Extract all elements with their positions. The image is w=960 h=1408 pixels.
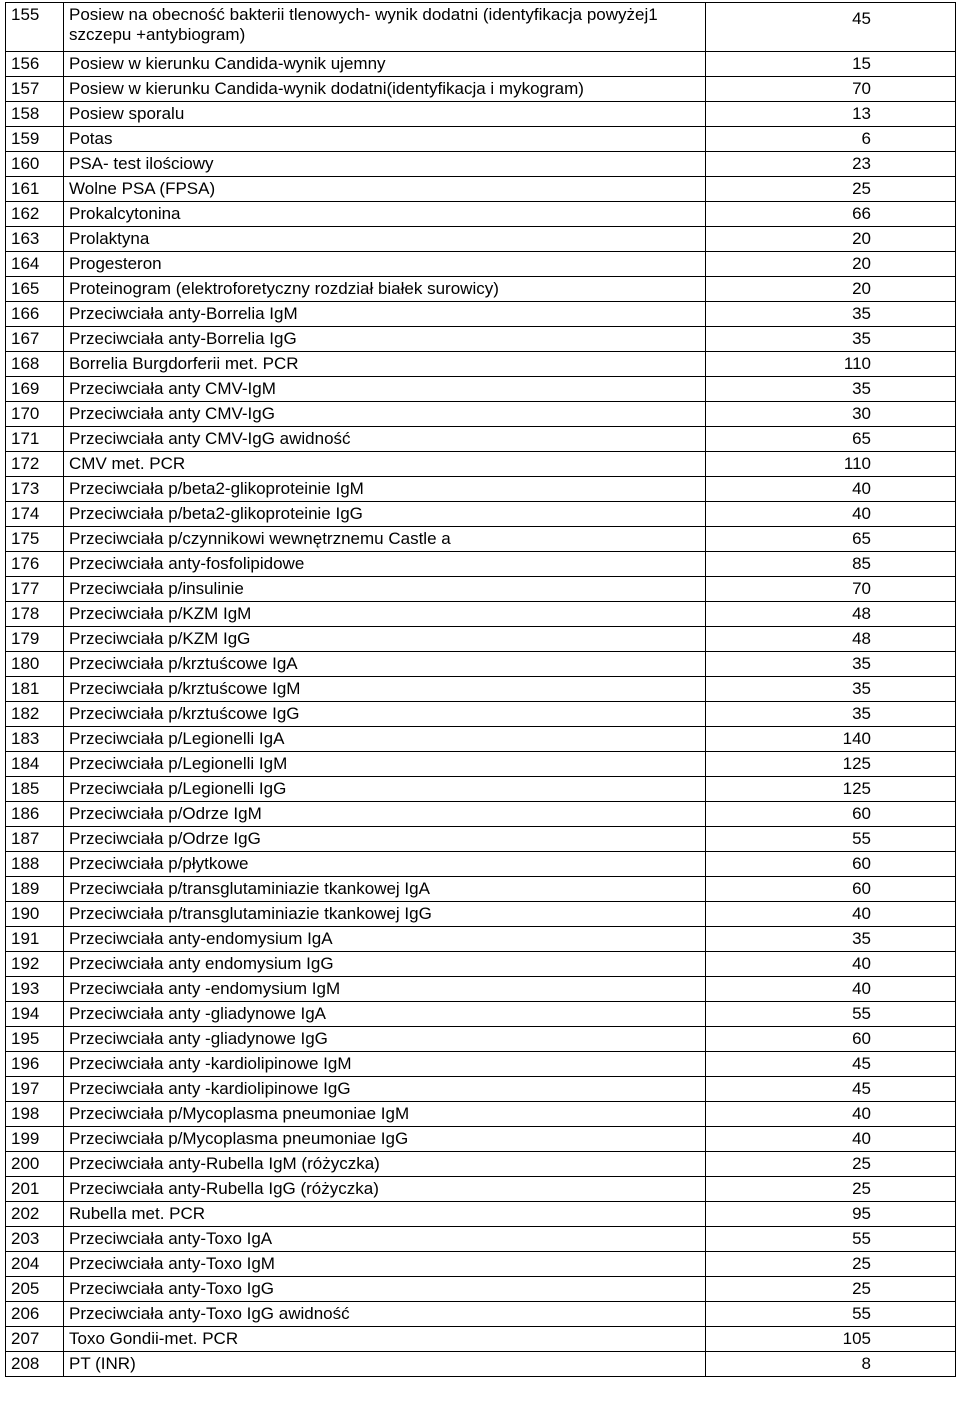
test-name: Przeciwciała anty-Toxo IgM bbox=[64, 1252, 706, 1277]
row-number: 184 bbox=[6, 752, 64, 777]
row-number: 170 bbox=[6, 402, 64, 427]
table-row bbox=[6, 1052, 956, 1077]
row-number: 166 bbox=[6, 302, 64, 327]
table-row bbox=[6, 702, 956, 727]
table-row bbox=[6, 1127, 956, 1152]
test-name: Przeciwciała anty-Rubella IgG (różyczka) bbox=[64, 1177, 706, 1202]
row-number: 164 bbox=[6, 252, 64, 277]
test-price: 110 bbox=[706, 352, 956, 377]
test-price: 25 bbox=[706, 1252, 956, 1277]
test-price: 125 bbox=[706, 752, 956, 777]
table-row bbox=[6, 427, 956, 452]
test-name: Przeciwciała anty-fosfolipidowe bbox=[64, 552, 706, 577]
test-name: Prolaktyna bbox=[64, 227, 706, 252]
table-row bbox=[6, 1002, 956, 1027]
table-row bbox=[6, 177, 956, 202]
table-row bbox=[6, 77, 956, 102]
test-name: Przeciwciała p/transglutaminiazie tkankowej IgG bbox=[64, 902, 706, 927]
row-number: 206 bbox=[6, 1302, 64, 1327]
test-price: 45 bbox=[706, 3, 956, 52]
test-price: 48 bbox=[706, 602, 956, 627]
table-row bbox=[6, 1077, 956, 1102]
test-price: 95 bbox=[706, 1202, 956, 1227]
test-price: 20 bbox=[706, 277, 956, 302]
test-name: Przeciwciała p/KZM IgM bbox=[64, 602, 706, 627]
test-price: 55 bbox=[706, 1002, 956, 1027]
test-name: Przeciwciała anty CMV-IgM bbox=[64, 377, 706, 402]
table-row bbox=[6, 1152, 956, 1177]
test-price: 60 bbox=[706, 852, 956, 877]
table-row bbox=[6, 877, 956, 902]
table-row bbox=[6, 652, 956, 677]
row-number: 167 bbox=[6, 327, 64, 352]
table-row bbox=[6, 902, 956, 927]
row-number: 198 bbox=[6, 1102, 64, 1127]
table-row bbox=[6, 302, 956, 327]
row-number: 208 bbox=[6, 1352, 64, 1377]
test-name: Toxo Gondii-met. PCR bbox=[64, 1327, 706, 1352]
test-name: Proteinogram (elektroforetyczny rozdział białek surowicy) bbox=[64, 277, 706, 302]
test-name: Wolne PSA (FPSA) bbox=[64, 177, 706, 202]
row-number: 171 bbox=[6, 427, 64, 452]
test-price: 45 bbox=[706, 1052, 956, 1077]
test-price: 70 bbox=[706, 77, 956, 102]
test-price: 6 bbox=[706, 127, 956, 152]
test-name: Przeciwciała anty-Rubella IgM (różyczka) bbox=[64, 1152, 706, 1177]
row-number: 187 bbox=[6, 827, 64, 852]
row-number: 158 bbox=[6, 102, 64, 127]
test-name: Przeciwciała p/krztuścowe IgG bbox=[64, 702, 706, 727]
table-row bbox=[6, 1202, 956, 1227]
test-name: Przeciwciała p/płytkowe bbox=[64, 852, 706, 877]
row-number: 182 bbox=[6, 702, 64, 727]
row-number: 179 bbox=[6, 627, 64, 652]
price-list-table bbox=[5, 2, 956, 1377]
test-price: 35 bbox=[706, 327, 956, 352]
test-name: Przeciwciała anty-Toxo IgG bbox=[64, 1277, 706, 1302]
row-number: 191 bbox=[6, 927, 64, 952]
test-name: Potas bbox=[64, 127, 706, 152]
test-price: 25 bbox=[706, 1277, 956, 1302]
test-name: Przeciwciała anty CMV-IgG bbox=[64, 402, 706, 427]
row-number: 180 bbox=[6, 652, 64, 677]
table-row bbox=[6, 402, 956, 427]
row-number: 172 bbox=[6, 452, 64, 477]
table-row bbox=[6, 852, 956, 877]
test-name: Przeciwciała anty-Toxo IgG awidność bbox=[64, 1302, 706, 1327]
test-name: Przeciwciała anty-endomysium IgA bbox=[64, 927, 706, 952]
row-number: 207 bbox=[6, 1327, 64, 1352]
table-row bbox=[6, 777, 956, 802]
table-row bbox=[6, 927, 956, 952]
test-name: Przeciwciała anty-Toxo IgA bbox=[64, 1227, 706, 1252]
test-name: CMV met. PCR bbox=[64, 452, 706, 477]
table-row bbox=[6, 452, 956, 477]
test-name: Borrelia Burgdorferii met. PCR bbox=[64, 352, 706, 377]
test-name: Przeciwciała p/beta2-glikoproteinie IgM bbox=[64, 477, 706, 502]
test-name: Przeciwciała anty CMV-IgG awidność bbox=[64, 427, 706, 452]
test-price: 55 bbox=[706, 827, 956, 852]
test-name: Przeciwciała p/transglutaminiazie tkankowej IgA bbox=[64, 877, 706, 902]
test-name: PSA- test ilościowy bbox=[64, 152, 706, 177]
test-price: 40 bbox=[706, 977, 956, 1002]
test-name: Progesteron bbox=[64, 252, 706, 277]
row-number: 197 bbox=[6, 1077, 64, 1102]
test-price: 25 bbox=[706, 177, 956, 202]
test-price: 65 bbox=[706, 427, 956, 452]
table-row bbox=[6, 1252, 956, 1277]
row-number: 194 bbox=[6, 1002, 64, 1027]
row-number: 188 bbox=[6, 852, 64, 877]
test-price: 65 bbox=[706, 527, 956, 552]
row-number: 192 bbox=[6, 952, 64, 977]
test-name: Przeciwciała p/beta2-glikoproteinie IgG bbox=[64, 502, 706, 527]
row-number: 199 bbox=[6, 1127, 64, 1152]
row-number: 161 bbox=[6, 177, 64, 202]
test-name: Przeciwciała p/Mycoplasma pneumoniae IgG bbox=[64, 1127, 706, 1152]
test-price: 23 bbox=[706, 152, 956, 177]
table-row bbox=[6, 152, 956, 177]
row-number: 174 bbox=[6, 502, 64, 527]
table-row bbox=[6, 252, 956, 277]
test-price: 25 bbox=[706, 1177, 956, 1202]
row-number: 181 bbox=[6, 677, 64, 702]
row-number: 189 bbox=[6, 877, 64, 902]
table-row bbox=[6, 1027, 956, 1052]
test-price: 35 bbox=[706, 302, 956, 327]
table-row bbox=[6, 952, 956, 977]
row-number: 196 bbox=[6, 1052, 64, 1077]
test-name: Posiew w kierunku Candida-wynik ujemny bbox=[64, 52, 706, 77]
test-price: 70 bbox=[706, 577, 956, 602]
row-number: 183 bbox=[6, 727, 64, 752]
row-number: 195 bbox=[6, 1027, 64, 1052]
test-price: 40 bbox=[706, 1102, 956, 1127]
table-row bbox=[6, 477, 956, 502]
table-row bbox=[6, 527, 956, 552]
table-row bbox=[6, 502, 956, 527]
table-row bbox=[6, 977, 956, 1002]
test-name: Przeciwciała anty -kardiolipinowe IgM bbox=[64, 1052, 706, 1077]
table-row bbox=[6, 327, 956, 352]
row-number: 155 bbox=[6, 3, 64, 52]
table-row bbox=[6, 627, 956, 652]
table-row bbox=[6, 802, 956, 827]
table-row bbox=[6, 102, 956, 127]
test-name: Przeciwciała anty -kardiolipinowe IgG bbox=[64, 1077, 706, 1102]
row-number: 202 bbox=[6, 1202, 64, 1227]
test-price: 35 bbox=[706, 652, 956, 677]
test-name: Przeciwciała p/krztuścowe IgM bbox=[64, 677, 706, 702]
test-price: 140 bbox=[706, 727, 956, 752]
test-price: 45 bbox=[706, 1077, 956, 1102]
test-price: 20 bbox=[706, 227, 956, 252]
row-number: 201 bbox=[6, 1177, 64, 1202]
test-name: Przeciwciała p/KZM IgG bbox=[64, 627, 706, 652]
row-number: 193 bbox=[6, 977, 64, 1002]
table-row bbox=[6, 52, 956, 77]
test-name: Przeciwciała p/Odrze IgM bbox=[64, 802, 706, 827]
row-number: 173 bbox=[6, 477, 64, 502]
table-row bbox=[6, 752, 956, 777]
test-price: 40 bbox=[706, 502, 956, 527]
row-number: 200 bbox=[6, 1152, 64, 1177]
table-row bbox=[6, 727, 956, 752]
table-row bbox=[6, 577, 956, 602]
test-name: Przeciwciała p/Legionelli IgA bbox=[64, 727, 706, 752]
table-row bbox=[6, 1327, 956, 1352]
test-name: Przeciwciała p/insulinie bbox=[64, 577, 706, 602]
test-price: 40 bbox=[706, 952, 956, 977]
test-name: Posiew w kierunku Candida-wynik dodatni(identyfikacja i mykogram) bbox=[64, 77, 706, 102]
table-row bbox=[6, 1277, 956, 1302]
test-price: 66 bbox=[706, 202, 956, 227]
test-price: 48 bbox=[706, 627, 956, 652]
table-row bbox=[6, 1227, 956, 1252]
row-number: 168 bbox=[6, 352, 64, 377]
test-price: 55 bbox=[706, 1227, 956, 1252]
test-name: Przeciwciała p/Odrze IgG bbox=[64, 827, 706, 852]
table-row bbox=[6, 827, 956, 852]
test-price: 30 bbox=[706, 402, 956, 427]
table-row bbox=[6, 277, 956, 302]
test-name: Przeciwciała anty-Borrelia IgM bbox=[64, 302, 706, 327]
test-name: Przeciwciała p/krztuścowe IgA bbox=[64, 652, 706, 677]
test-price: 125 bbox=[706, 777, 956, 802]
table-row bbox=[6, 352, 956, 377]
table-row bbox=[6, 202, 956, 227]
test-price: 35 bbox=[706, 377, 956, 402]
test-name: Przeciwciała anty endomysium IgG bbox=[64, 952, 706, 977]
test-name: Przeciwciała anty -endomysium IgM bbox=[64, 977, 706, 1002]
row-number: 165 bbox=[6, 277, 64, 302]
test-price: 60 bbox=[706, 1027, 956, 1052]
test-price: 110 bbox=[706, 452, 956, 477]
test-name: Rubella met. PCR bbox=[64, 1202, 706, 1227]
test-price: 85 bbox=[706, 552, 956, 577]
test-price: 60 bbox=[706, 877, 956, 902]
test-name: Przeciwciała p/Legionelli IgG bbox=[64, 777, 706, 802]
test-name: Przeciwciała p/czynnikowi wewnętrznemu Castle a bbox=[64, 527, 706, 552]
table-row bbox=[6, 377, 956, 402]
table-row bbox=[6, 1302, 956, 1327]
test-price: 55 bbox=[706, 1302, 956, 1327]
test-price: 35 bbox=[706, 677, 956, 702]
test-price: 35 bbox=[706, 927, 956, 952]
row-number: 185 bbox=[6, 777, 64, 802]
test-name: Posiew sporalu bbox=[64, 102, 706, 127]
row-number: 157 bbox=[6, 77, 64, 102]
row-number: 169 bbox=[6, 377, 64, 402]
test-price: 40 bbox=[706, 1127, 956, 1152]
table-row bbox=[6, 1352, 956, 1377]
test-price: 8 bbox=[706, 1352, 956, 1377]
test-price: 35 bbox=[706, 702, 956, 727]
test-price: 15 bbox=[706, 52, 956, 77]
row-number: 190 bbox=[6, 902, 64, 927]
test-name: Przeciwciała anty-Borrelia IgG bbox=[64, 327, 706, 352]
row-number: 163 bbox=[6, 227, 64, 252]
test-name: Przeciwciała p/Mycoplasma pneumoniae IgM bbox=[64, 1102, 706, 1127]
table-row bbox=[6, 227, 956, 252]
test-price: 20 bbox=[706, 252, 956, 277]
test-price: 40 bbox=[706, 477, 956, 502]
row-number: 176 bbox=[6, 552, 64, 577]
row-number: 186 bbox=[6, 802, 64, 827]
test-price: 105 bbox=[706, 1327, 956, 1352]
price-list-body bbox=[6, 3, 956, 1377]
table-row bbox=[6, 552, 956, 577]
table-row bbox=[6, 677, 956, 702]
row-number: 177 bbox=[6, 577, 64, 602]
test-name: Posiew na obecność bakterii tlenowych- wynik dodatni (identyfikacja powyżej1 szczepu +antybiogram) bbox=[64, 3, 706, 52]
row-number: 203 bbox=[6, 1227, 64, 1252]
test-price: 25 bbox=[706, 1152, 956, 1177]
test-name: Przeciwciała anty -gliadynowe IgA bbox=[64, 1002, 706, 1027]
table-row bbox=[6, 127, 956, 152]
test-price: 60 bbox=[706, 802, 956, 827]
row-number: 162 bbox=[6, 202, 64, 227]
test-name: Przeciwciała anty -gliadynowe IgG bbox=[64, 1027, 706, 1052]
row-number: 159 bbox=[6, 127, 64, 152]
table-row bbox=[6, 602, 956, 627]
test-name: Przeciwciała p/Legionelli IgM bbox=[64, 752, 706, 777]
row-number: 178 bbox=[6, 602, 64, 627]
test-name: Prokalcytonina bbox=[64, 202, 706, 227]
test-price: 13 bbox=[706, 102, 956, 127]
test-price: 40 bbox=[706, 902, 956, 927]
row-number: 175 bbox=[6, 527, 64, 552]
row-number: 204 bbox=[6, 1252, 64, 1277]
table-row bbox=[6, 1102, 956, 1127]
row-number: 156 bbox=[6, 52, 64, 77]
table-row bbox=[6, 3, 956, 52]
row-number: 205 bbox=[6, 1277, 64, 1302]
test-name: PT (INR) bbox=[64, 1352, 706, 1377]
row-number: 160 bbox=[6, 152, 64, 177]
table-row bbox=[6, 1177, 956, 1202]
